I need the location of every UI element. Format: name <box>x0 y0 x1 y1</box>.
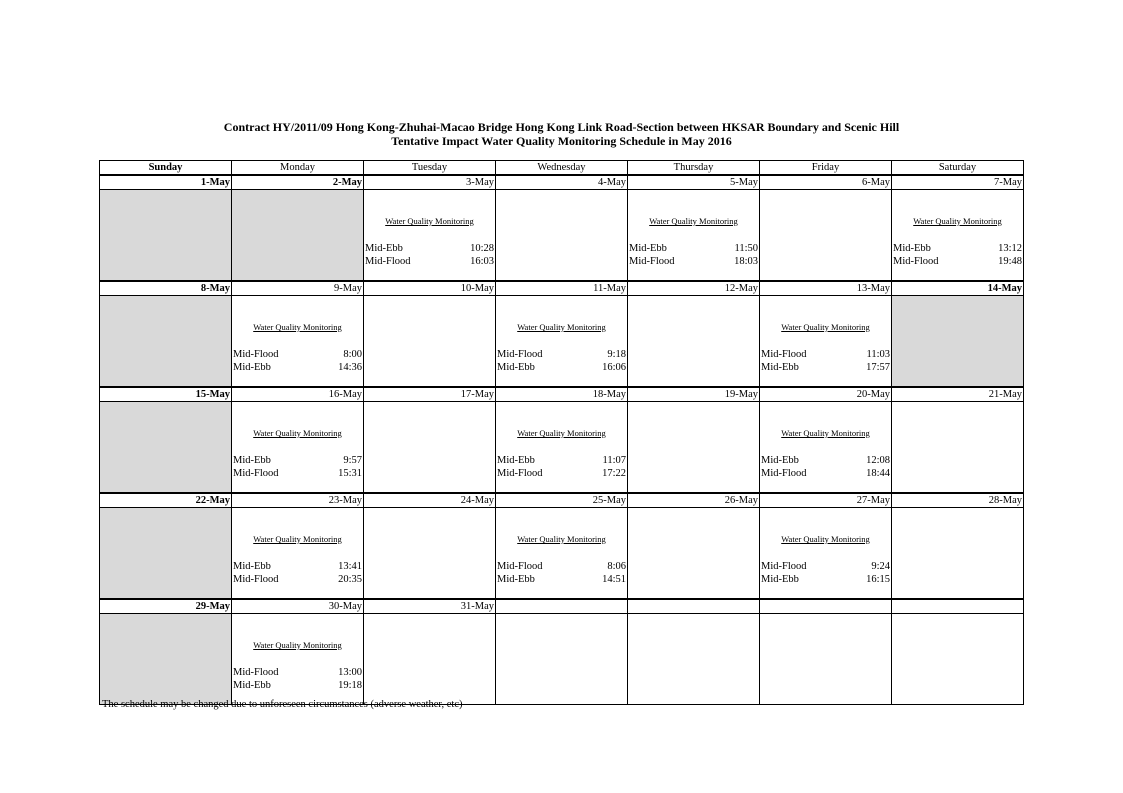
date-label: 4-May <box>496 175 628 190</box>
date-label: 2-May <box>232 175 364 190</box>
tide-phase: Mid-Ebb <box>761 574 799 585</box>
tide-phase: Mid-Flood <box>761 561 807 572</box>
tide-phase: Mid-Flood <box>629 256 675 267</box>
tide-list <box>760 348 891 374</box>
monitoring-label: Water Quality Monitoring <box>649 216 738 226</box>
date-label: 16-May <box>232 387 364 402</box>
day-cells-row <box>100 190 1024 282</box>
date-label <box>760 599 892 614</box>
tide-time: 9:18 <box>607 349 626 360</box>
tide-time: 10:28 <box>470 243 494 254</box>
date-label <box>892 599 1024 614</box>
tide-phase: Mid-Ebb <box>497 574 535 585</box>
day-cell <box>364 402 496 494</box>
tide-entry <box>232 361 363 374</box>
date-label: 3-May <box>364 175 496 190</box>
tide-entry <box>364 255 495 268</box>
tide-phase: Mid-Ebb <box>233 362 271 373</box>
tide-time: 11:50 <box>734 243 758 254</box>
tide-phase: Mid-Ebb <box>761 362 799 373</box>
day-cell <box>100 614 232 705</box>
day-cell <box>100 296 232 388</box>
tide-list <box>496 348 627 374</box>
tide-list <box>496 454 627 480</box>
tide-entry <box>496 454 627 467</box>
tide-list <box>364 242 495 268</box>
day-cell <box>628 296 760 388</box>
day-cells-row <box>100 614 1024 705</box>
tide-list <box>628 242 759 268</box>
day-cell <box>100 190 232 282</box>
date-label: 20-May <box>760 387 892 402</box>
tide-entry <box>364 242 495 255</box>
calendar-table <box>99 160 1024 705</box>
date-row <box>100 493 1024 508</box>
tide-phase: Mid-Ebb <box>893 243 931 254</box>
monitoring-label: Water Quality Monitoring <box>781 428 870 438</box>
day-cell <box>100 402 232 494</box>
date-label: 31-May <box>364 599 496 614</box>
tide-entry <box>496 573 627 586</box>
tide-time: 12:08 <box>866 455 890 466</box>
day-cell <box>232 296 364 388</box>
day-cell <box>628 402 760 494</box>
tide-phase: Mid-Ebb <box>233 561 271 572</box>
day-cell <box>100 508 232 600</box>
day-cell <box>628 614 760 705</box>
date-label: 25-May <box>496 493 628 508</box>
tide-phase: Mid-Flood <box>497 468 543 479</box>
tide-entry <box>496 560 627 573</box>
tide-entry <box>760 560 891 573</box>
monitoring-label: Water Quality Monitoring <box>517 534 606 544</box>
date-label: 1-May <box>100 175 232 190</box>
tide-time: 19:48 <box>998 256 1022 267</box>
day-cell <box>892 508 1024 600</box>
tide-list <box>232 666 363 692</box>
date-label: 12-May <box>628 281 760 296</box>
date-label: 28-May <box>892 493 1024 508</box>
tide-phase: Mid-Ebb <box>497 362 535 373</box>
date-label: 21-May <box>892 387 1024 402</box>
day-cell <box>892 190 1024 282</box>
tide-time: 8:00 <box>343 349 362 360</box>
tide-phase: Mid-Flood <box>761 349 807 360</box>
tide-entry <box>232 679 363 692</box>
tide-phase: Mid-Ebb <box>365 243 403 254</box>
date-label: 8-May <box>100 281 232 296</box>
weekday-sunday: Sunday <box>100 161 232 176</box>
tide-time: 16:15 <box>866 574 890 585</box>
date-row <box>100 387 1024 402</box>
tide-entry <box>760 467 891 480</box>
monitoring-label: Water Quality Monitoring <box>781 322 870 332</box>
schedule-title-month: Tentative Impact Water Quality Monitoring Schedule in May 2016 <box>391 134 732 148</box>
tide-phase: Mid-Flood <box>893 256 939 267</box>
date-label: 27-May <box>760 493 892 508</box>
day-cell <box>496 402 628 494</box>
date-row <box>100 175 1024 190</box>
tide-entry <box>628 255 759 268</box>
tide-phase: Mid-Ebb <box>761 455 799 466</box>
tide-entry <box>760 454 891 467</box>
tide-time: 11:03 <box>866 349 890 360</box>
tide-phase: Mid-Ebb <box>233 680 271 691</box>
monitoring-label: Water Quality Monitoring <box>913 216 1002 226</box>
day-cell <box>232 508 364 600</box>
day-cell <box>364 190 496 282</box>
tide-entry <box>496 361 627 374</box>
tide-entry <box>232 560 363 573</box>
tide-phase: Mid-Flood <box>233 349 279 360</box>
tide-phase: Mid-Flood <box>497 349 543 360</box>
tide-entry <box>232 573 363 586</box>
tide-time: 13:00 <box>338 667 362 678</box>
day-cell <box>364 614 496 705</box>
day-cell <box>364 296 496 388</box>
tide-list <box>232 454 363 480</box>
tide-phase: Mid-Ebb <box>233 455 271 466</box>
tide-entry <box>892 255 1023 268</box>
tide-entry <box>760 348 891 361</box>
date-label <box>496 599 628 614</box>
weekday-tuesday: Tuesday <box>364 161 496 176</box>
tide-time: 9:24 <box>871 561 890 572</box>
tide-phase: Mid-Flood <box>233 667 279 678</box>
tide-entry <box>760 573 891 586</box>
tide-entry <box>760 361 891 374</box>
tide-list <box>496 560 627 586</box>
date-label: 14-May <box>892 281 1024 296</box>
tide-entry <box>892 242 1023 255</box>
monitoring-label: Water Quality Monitoring <box>253 322 342 332</box>
day-cell <box>496 190 628 282</box>
tide-phase: Mid-Ebb <box>629 243 667 254</box>
date-label: 7-May <box>892 175 1024 190</box>
tide-time: 14:36 <box>338 362 362 373</box>
tide-time: 16:03 <box>470 256 494 267</box>
weekday-wednesday: Wednesday <box>496 161 628 176</box>
date-label: 19-May <box>628 387 760 402</box>
day-cell <box>232 614 364 705</box>
day-cell <box>232 402 364 494</box>
tide-phase: Mid-Flood <box>233 574 279 585</box>
monitoring-label: Water Quality Monitoring <box>253 428 342 438</box>
date-label: 13-May <box>760 281 892 296</box>
date-label: 29-May <box>100 599 232 614</box>
date-label: 17-May <box>364 387 496 402</box>
tide-list <box>760 560 891 586</box>
tide-time: 13:12 <box>998 243 1022 254</box>
tide-phase: Mid-Ebb <box>497 455 535 466</box>
day-cells-row <box>100 402 1024 494</box>
day-cell <box>496 614 628 705</box>
tide-time: 18:03 <box>734 256 758 267</box>
tide-time: 18:44 <box>866 468 890 479</box>
day-cell <box>892 614 1024 705</box>
date-label: 10-May <box>364 281 496 296</box>
tide-time: 9:57 <box>343 455 362 466</box>
monitoring-label: Water Quality Monitoring <box>385 216 474 226</box>
date-label: 18-May <box>496 387 628 402</box>
date-row <box>100 281 1024 296</box>
weekday-monday: Monday <box>232 161 364 176</box>
tide-time: 8:06 <box>607 561 626 572</box>
tide-time: 14:51 <box>602 574 626 585</box>
tide-entry <box>496 467 627 480</box>
monitoring-label: Water Quality Monitoring <box>253 640 342 650</box>
day-cells-row <box>100 508 1024 600</box>
day-cell <box>760 614 892 705</box>
schedule-footnote: The schedule may be changed due to unforeseen circumstances (adverse weather, etc) <box>102 699 463 710</box>
monitoring-label: Water Quality Monitoring <box>517 322 606 332</box>
date-label: 5-May <box>628 175 760 190</box>
tide-entry <box>232 467 363 480</box>
date-row <box>100 599 1024 614</box>
tide-entry <box>232 454 363 467</box>
weekday-thursday: Thursday <box>628 161 760 176</box>
tide-time: 17:57 <box>866 362 890 373</box>
tide-entry <box>232 666 363 679</box>
date-label: 30-May <box>232 599 364 614</box>
schedule-title-contract: Contract HY/2011/09 Hong Kong-Zhuhai-Macao Bridge Hong Kong Link Road-Section between HKSAR Boundary and Scenic Hill <box>223 120 900 134</box>
day-cell <box>232 190 364 282</box>
day-cell <box>892 296 1024 388</box>
date-label: 26-May <box>628 493 760 508</box>
tide-phase: Mid-Flood <box>365 256 411 267</box>
date-label <box>628 599 760 614</box>
day-cell <box>364 508 496 600</box>
date-label: 22-May <box>100 493 232 508</box>
monitoring-label: Water Quality Monitoring <box>517 428 606 438</box>
tide-entry <box>496 348 627 361</box>
tide-phase: Mid-Flood <box>761 468 807 479</box>
tide-time: 13:41 <box>338 561 362 572</box>
tide-time: 17:22 <box>602 468 626 479</box>
date-label: 23-May <box>232 493 364 508</box>
day-cells-row <box>100 296 1024 388</box>
tide-list <box>892 242 1023 268</box>
day-cell <box>760 508 892 600</box>
tide-time: 16:06 <box>602 362 626 373</box>
date-label: 11-May <box>496 281 628 296</box>
weekday-saturday: Saturday <box>892 161 1024 176</box>
day-cell <box>628 508 760 600</box>
day-cell <box>628 190 760 282</box>
tide-phase: Mid-Flood <box>497 561 543 572</box>
tide-phase: Mid-Flood <box>233 468 279 479</box>
date-label: 24-May <box>364 493 496 508</box>
tide-time: 11:07 <box>602 455 626 466</box>
weekday-header-row <box>100 161 1024 176</box>
day-cell <box>760 190 892 282</box>
day-cell <box>496 508 628 600</box>
monitoring-label: Water Quality Monitoring <box>781 534 870 544</box>
date-label: 6-May <box>760 175 892 190</box>
date-label: 15-May <box>100 387 232 402</box>
tide-list <box>232 348 363 374</box>
tide-time: 20:35 <box>338 574 362 585</box>
day-cell <box>496 296 628 388</box>
day-cell <box>760 296 892 388</box>
tide-entry <box>628 242 759 255</box>
tide-time: 15:31 <box>338 468 362 479</box>
monitoring-label: Water Quality Monitoring <box>253 534 342 544</box>
day-cell <box>892 402 1024 494</box>
day-cell <box>760 402 892 494</box>
tide-entry <box>232 348 363 361</box>
tide-list <box>760 454 891 480</box>
date-label: 9-May <box>232 281 364 296</box>
tide-time: 19:18 <box>338 680 362 691</box>
tide-list <box>232 560 363 586</box>
weekday-friday: Friday <box>760 161 892 176</box>
